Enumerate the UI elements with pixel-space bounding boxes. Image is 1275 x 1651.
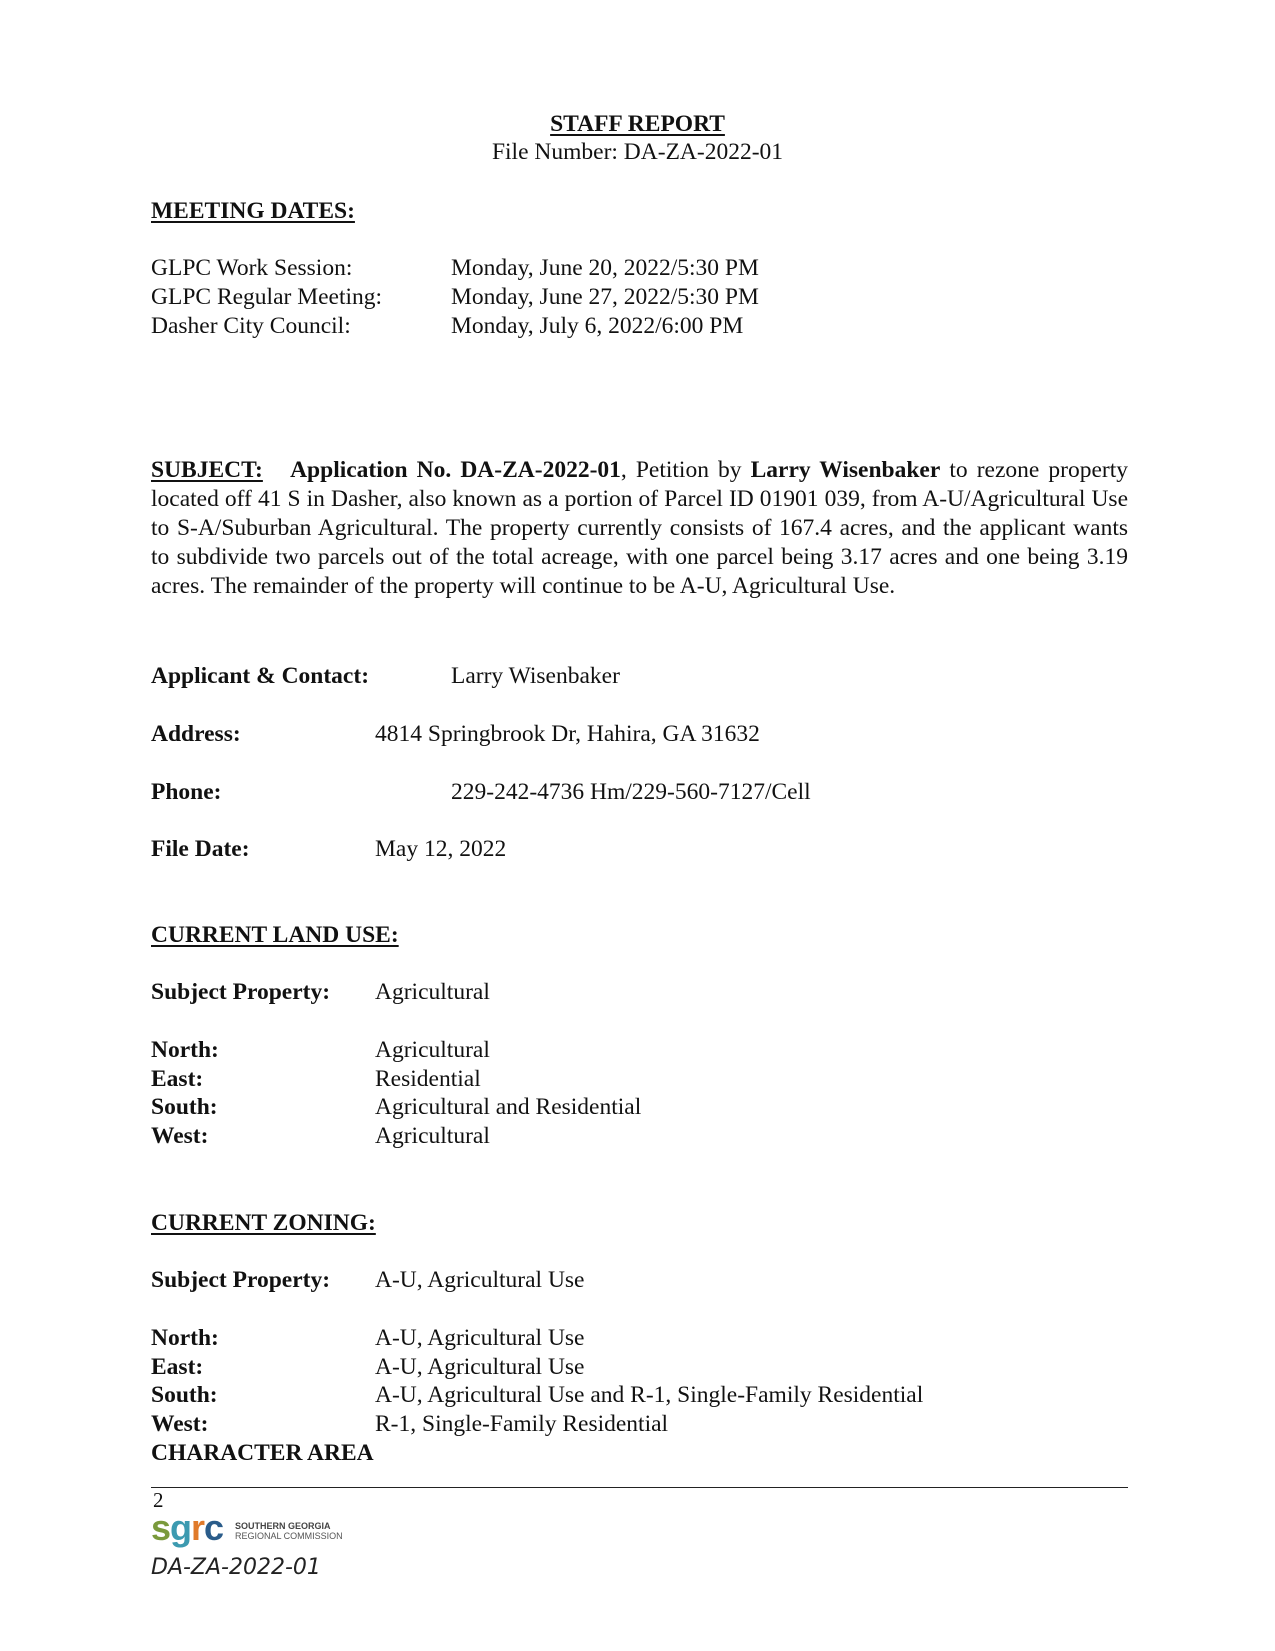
meeting-row-value: Monday, June 20, 2022/5:30 PM	[451, 255, 759, 281]
land-use-direction-label: South:	[151, 1094, 218, 1120]
current-zoning-heading: CURRENT ZONING:	[151, 1210, 376, 1236]
logo-letter-g: g	[170, 1507, 192, 1548]
application-number: Application No. DA-ZA-2022-01	[290, 457, 621, 483]
land-use-direction-label: West:	[151, 1123, 209, 1149]
land-use-subject-value: Agricultural	[375, 979, 490, 1005]
phone-label: Phone:	[151, 779, 222, 805]
logo-letter-s: s	[151, 1507, 171, 1548]
sgrc-logo	[151, 1507, 351, 1549]
logo-mark	[151, 1507, 223, 1549]
meeting-row-value: Monday, July 6, 2022/6:00 PM	[451, 313, 744, 339]
zoning-direction-value: A-U, Agricultural Use and R-1, Single-Family Residential	[375, 1382, 924, 1408]
footer-document-code: DA-ZA-2022-01	[151, 1555, 321, 1580]
land-use-subject-label: Subject Property:	[151, 979, 331, 1005]
land-use-direction-value: Residential	[375, 1066, 481, 1092]
footer-divider	[151, 1487, 1128, 1488]
file-date-label: File Date:	[151, 836, 250, 862]
applicant-contact-value: Larry Wisenbaker	[451, 663, 620, 689]
zoning-direction-label: South:	[151, 1382, 218, 1408]
zoning-subject-value: A-U, Agricultural Use	[375, 1267, 585, 1293]
meeting-row-label: GLPC Work Session:	[151, 255, 353, 281]
meeting-row-label: Dasher City Council:	[151, 313, 351, 339]
file-date-value: May 12, 2022	[375, 836, 507, 862]
land-use-direction-label: East:	[151, 1066, 204, 1092]
zoning-direction-label: East:	[151, 1354, 204, 1380]
meeting-dates-heading: MEETING DATES:	[151, 198, 355, 224]
zoning-direction-value: A-U, Agricultural Use	[375, 1325, 585, 1351]
subject-label: SUBJECT:	[151, 457, 263, 483]
logo-letter-c: c	[204, 1507, 224, 1548]
logo-caption	[235, 1521, 343, 1541]
petitioner-name: Larry Wisenbaker	[750, 457, 941, 483]
report-title: STAFF REPORT	[550, 111, 725, 137]
subject-text: to rezone property located off 41 S in Dasher, also known as a portion of Parcel ID 01901 039, from A-U/Agricultural Use to S-A/Suburban Agricultural. The property currently consists of 167.4 acres, and the applicant wants to subdivide two parcels out of the total acreage, with one parcel being 3.17 acres and one being 3.19 acres. The remainder of the property will continue to be A-U, Agricultural Use.	[151, 457, 1129, 599]
zoning-direction-value: A-U, Agricultural Use	[375, 1354, 585, 1380]
zoning-direction-label: North:	[151, 1325, 219, 1351]
zoning-direction-label: West:	[151, 1411, 209, 1437]
subject-text: , Petition by	[620, 457, 751, 483]
page-number: 2	[153, 1488, 164, 1512]
land-use-direction-value: Agricultural	[375, 1123, 490, 1149]
logo-line-1: SOUTHERN GEORGIA	[235, 1521, 331, 1531]
land-use-direction-value: Agricultural	[375, 1037, 490, 1063]
address-label: Address:	[151, 721, 241, 747]
applicant-contact-label: Applicant & Contact:	[151, 663, 370, 689]
zoning-subject-label: Subject Property:	[151, 1267, 331, 1293]
address-value: 4814 Springbrook Dr, Hahira, GA 31632	[375, 721, 760, 747]
meeting-row-value: Monday, June 27, 2022/5:30 PM	[451, 284, 759, 310]
logo-letter-r: r	[191, 1507, 205, 1548]
file-number: File Number: DA-ZA-2022-01	[491, 139, 784, 165]
phone-value: 229-242-4736 Hm/229-560-7127/Cell	[451, 779, 811, 805]
subject-paragraph	[151, 456, 1128, 601]
meeting-row-label: GLPC Regular Meeting:	[151, 284, 383, 310]
land-use-direction-value: Agricultural and Residential	[375, 1094, 642, 1120]
current-land-use-heading: CURRENT LAND USE:	[151, 922, 399, 948]
land-use-direction-label: North:	[151, 1037, 219, 1063]
character-area-heading: CHARACTER AREA	[151, 1440, 374, 1466]
zoning-direction-value: R-1, Single-Family Residential	[375, 1411, 669, 1437]
logo-line-2: REGIONAL COMMISSION	[235, 1531, 343, 1541]
